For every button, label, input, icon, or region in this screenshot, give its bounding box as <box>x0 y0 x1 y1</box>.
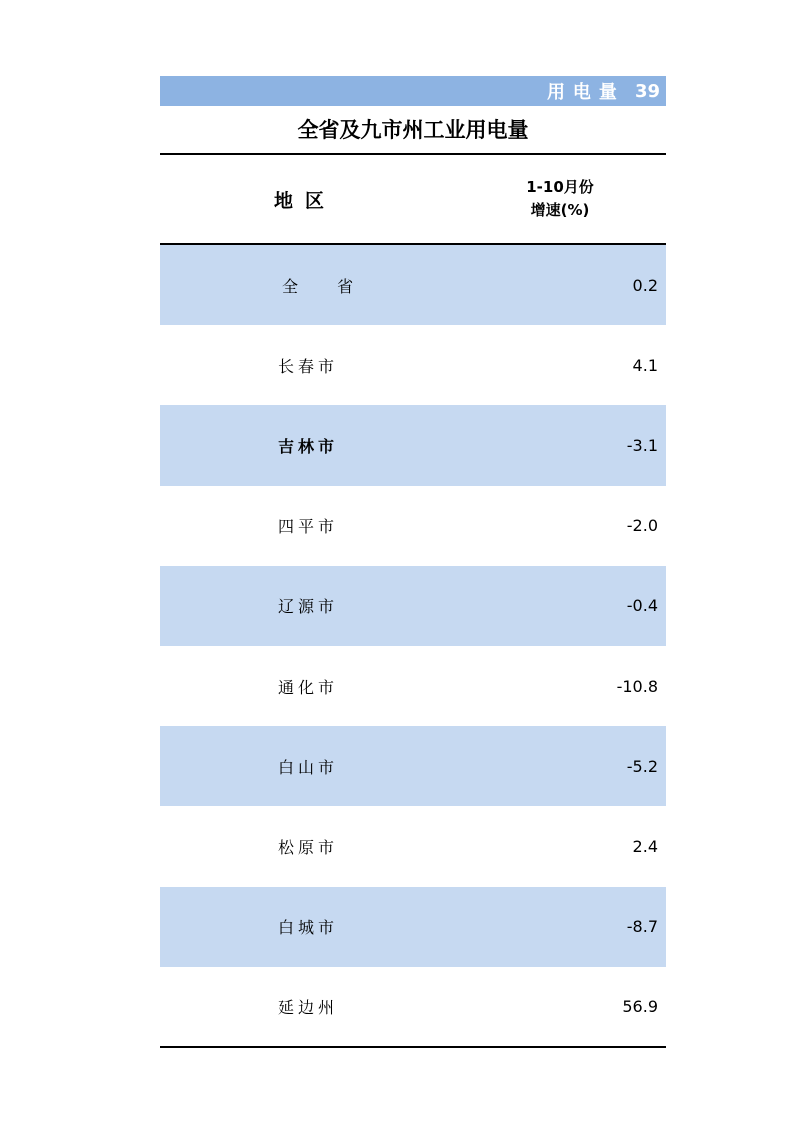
table-row <box>160 967 666 1047</box>
row-value: -2.0 <box>626 516 658 536</box>
row-region: 通化市 <box>278 677 339 697</box>
row-region: 白城市 <box>278 918 339 938</box>
row-value: -3.1 <box>626 435 658 455</box>
page-header-bar <box>160 76 666 106</box>
table-bottom-rule <box>160 1046 666 1048</box>
row-region: 松原市 <box>278 837 339 857</box>
column-header-period: 1-10月份 <box>526 178 594 196</box>
table-row <box>160 486 666 566</box>
table-row <box>160 325 666 405</box>
row-region: 长春市 <box>278 356 339 376</box>
page-number: 39 <box>634 80 660 102</box>
section-label: 用电量 <box>546 82 625 103</box>
row-value: 4.1 <box>632 355 658 375</box>
column-header-region: 地区 <box>273 189 336 212</box>
row-region: 延边州 <box>278 998 339 1018</box>
row-value: -10.8 <box>616 676 658 696</box>
row-region: 四平市 <box>278 517 339 537</box>
column-header-growth <box>480 155 640 243</box>
row-value: -8.7 <box>626 917 658 937</box>
row-region: 辽源市 <box>278 597 339 617</box>
row-value: -5.2 <box>626 756 658 776</box>
table-row <box>160 806 666 886</box>
table-title: 全省及九市州工业用电量 <box>297 118 529 142</box>
row-value: 2.4 <box>632 836 658 856</box>
table-row <box>160 405 666 485</box>
row-region: 白山市 <box>278 757 339 777</box>
row-region: 吉林市 <box>278 436 339 456</box>
row-region: 全 省 <box>282 276 371 296</box>
table-body <box>160 245 666 1047</box>
column-header-unit: 增速(%) <box>530 201 590 219</box>
table-row <box>160 245 666 325</box>
row-value: 0.2 <box>632 275 658 295</box>
row-value: -0.4 <box>626 596 658 616</box>
table-row <box>160 726 666 806</box>
table-row <box>160 887 666 967</box>
table-row <box>160 646 666 726</box>
row-value: 56.9 <box>622 997 658 1017</box>
table-row <box>160 566 666 646</box>
